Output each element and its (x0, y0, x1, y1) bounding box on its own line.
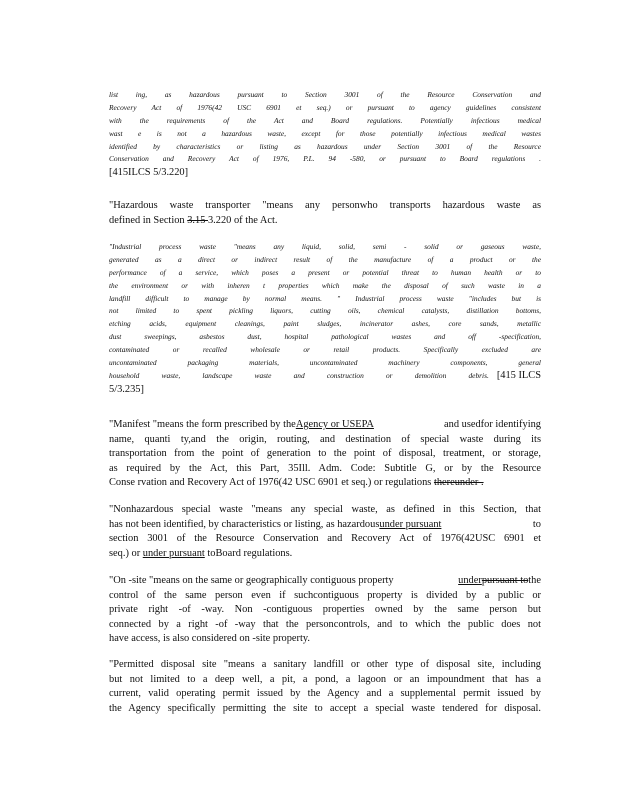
text-line: etching acids, equipment cleanings, paint sludges, incinerator ashes, core sands, metallic (109, 319, 541, 329)
paragraph-listing-tail (109, 89, 541, 179)
text-line: connected by a right -of -way that the personcontrols, and to which the public does not (109, 618, 541, 630)
text-span: "On -site "means on the same or geographically contiguous property (109, 575, 394, 586)
paragraph-nonhazardous-special-waste (109, 503, 541, 561)
text-line (109, 547, 541, 562)
struck-text: pursuant to (481, 575, 529, 586)
text-line: "Permitted disposal site "means a sanitary landfill or other type of disposal site, including (109, 659, 541, 670)
underlined-text: under pursuant (379, 518, 442, 530)
text-line: control of the same person even if suchcontiguous property is divided by a public or (109, 589, 541, 601)
underlined-text: under pursuant (142, 547, 205, 559)
text-line (109, 518, 541, 533)
text-line: but not limited to a deep well, a pit, a pond, a lagoon or an impoundment that has a (109, 673, 541, 685)
underlined-text: under (458, 575, 482, 586)
text-span: 3.220 of the Act. (207, 214, 278, 226)
text-line: have access, is also considered on -site property. (109, 633, 311, 645)
text-line: private right -of -way. Non -contiguous properties owned by the same person but (109, 604, 541, 616)
text-line (109, 214, 541, 229)
text-line: generated as a direct or indirect result of the manufacture of a product or the (109, 254, 541, 264)
text-line: section 3001 of the Resource Conservation and Recovery Act of 1976(42USC 6901 et (109, 533, 541, 545)
struck-text: thereunder . (433, 477, 484, 489)
citation: 5/3.235] (109, 383, 144, 395)
text-line: dust sweepings, asbestos dust, hospital pathological wastes and off -specification, (109, 332, 541, 342)
text-span: has not been identified, by characteristics or listing, as hazardous (109, 518, 380, 530)
text-span: Conse rvation and Recovery Act of 1976(42 USC 6901 et seq.) or regulations (109, 477, 434, 489)
text-line (109, 418, 541, 433)
text-line: as required by the Act, this Part, 35Ill. Adm. Code: Subtitle G, or by the Resource (109, 462, 541, 474)
paragraph-hazardous-waste-transporter (109, 199, 541, 228)
text-span: seq.) or (109, 547, 143, 559)
text-span: "Manifest "means the form prescribed by the (109, 419, 296, 430)
text-span: toBoard regulations. (204, 547, 293, 559)
text-line: Conservation and Recovery Act of 1976, P.L. 94 -580, or pursuant to Board regulations . (109, 154, 541, 164)
text-line: Recovery Act of 1976(42 USC 6901 et seq.) or pursuant to agency guidelines consistent (109, 102, 541, 112)
text-line: not limited to spent pickling liquors, cutting oils, chemical catalysts, distillation bottoms, (109, 306, 541, 316)
text-line: contaminated or recalled wholesale or retail products. Specifically excluded are (109, 345, 541, 355)
text-line: the Agency specifically permitting the site to accept a special waste tendered for disposal. (109, 702, 541, 714)
text-line: "Nonhazardous special waste "means any special waste, as defined in this Section, that (109, 504, 541, 515)
text-line (109, 574, 541, 589)
paragraph-manifest (109, 418, 541, 491)
text-line: list ing, as hazardous pursuant to Section 3001 of the Resource Conservation and (109, 90, 541, 99)
text-line: uncontaminated packaging materials, uncontaminated machinery components, general (109, 358, 541, 368)
text-span: and usedfor identifying (444, 419, 541, 430)
underlined-text: Agency or USEPA (295, 419, 374, 430)
text-line: "Industrial process waste "means any liquid, solid, semi - solid or gaseous waste, (109, 242, 541, 251)
text-line (109, 476, 541, 491)
text-line: "Hazardous waste transporter "means any personwho transports hazardous waste as (109, 200, 541, 211)
text-span: the (528, 575, 541, 586)
text-span: defined in Section (109, 214, 188, 226)
text-line: the environment or with inheren t properties which make the disposal of such waste in a (109, 280, 541, 290)
citation: [415 ILCS (496, 369, 541, 381)
paragraph-permitted-disposal-site (109, 658, 541, 716)
text-line: identified by characteristics or listing as hazardous under Section 3001 of the Resource (109, 141, 541, 151)
text-span: to (532, 518, 541, 530)
text-span: household waste, landscape waste and construction or demolition debris. (109, 370, 489, 380)
text-line: wast e is not a hazardous waste, except for those potentially infectious medical wastes (109, 128, 541, 138)
text-line: performance of a service, which poses a present or potential threat to human health or to (109, 267, 541, 277)
citation: [415ILCS 5/3.220] (109, 167, 189, 179)
text-line: name, quanti ty,and the origin, routing, and destination of special waste during its (109, 433, 541, 445)
struck-text: 3.15 (187, 214, 208, 226)
text-line: current, valid operating permit issued by the Agency and a supplemental permit issued by (109, 688, 541, 700)
paragraph-on-site (109, 574, 541, 647)
text-line: with the requirements of the Act and Board regulations. Potentially infectious medical (109, 115, 541, 125)
paragraph-industrial-process-waste (109, 241, 541, 396)
text-line (109, 370, 541, 383)
text-line: landfill difficult to manage by normal means. " Industrial process waste "includes but is (109, 293, 541, 303)
text-line: transportation from the point of generation to the point of disposal, treatment, or storage, (109, 448, 541, 460)
